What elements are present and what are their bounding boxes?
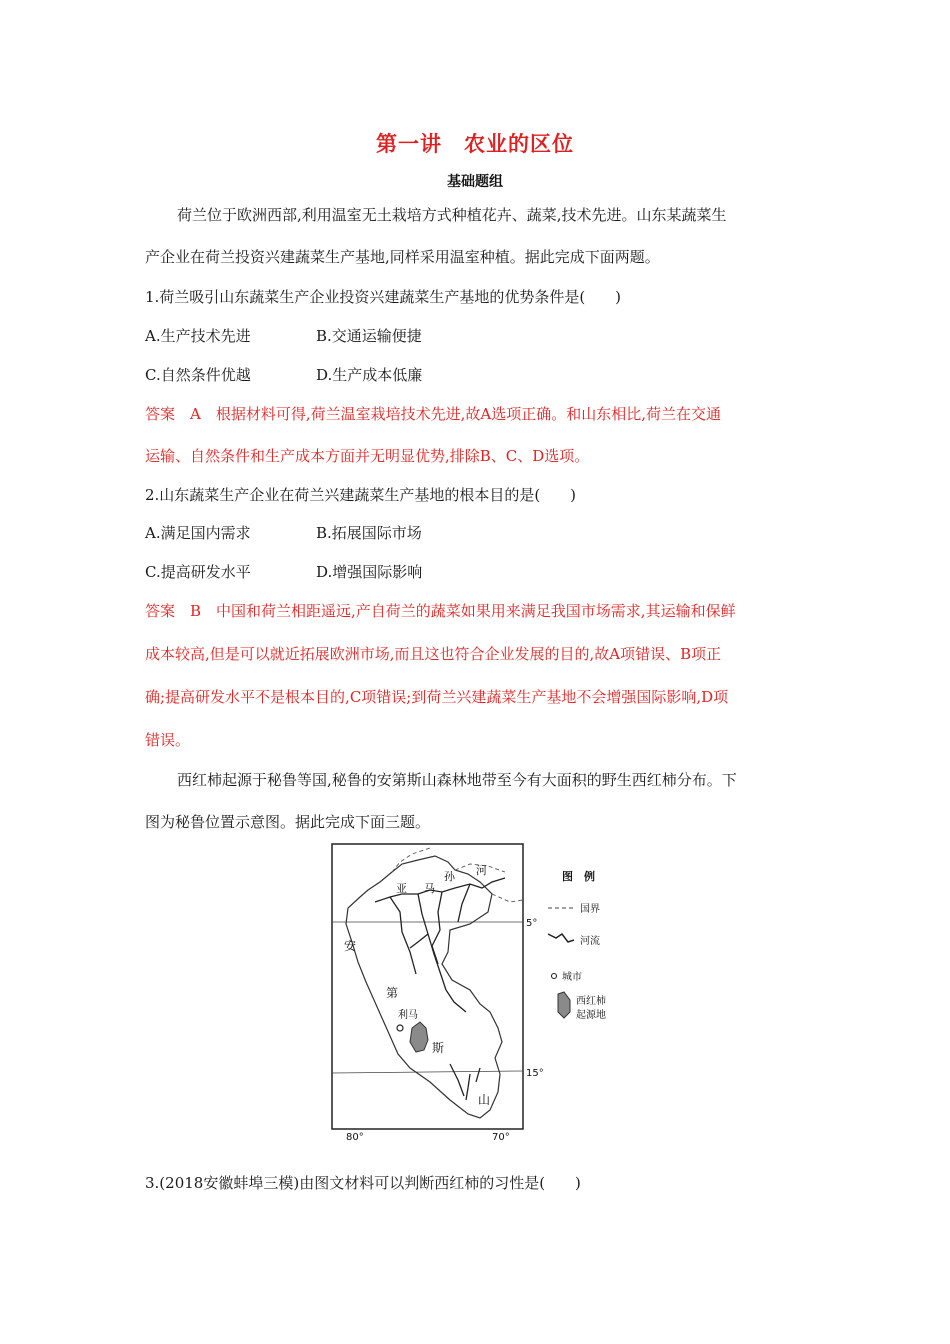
passage2-line-1: 西红柿起源于秘鲁等国,秘鲁的安第斯山森林地带至今有大面积的野生西红柿分布。下	[177, 771, 737, 789]
question-3-stem: 3.(2018安徽蚌埠三模)由图文材料可以判断西红柿的习性是( )	[145, 1174, 581, 1192]
legend-city-label: 城市	[562, 972, 582, 983]
legend-river-symbol	[548, 934, 574, 942]
question-2-option-b: B.拓展国际市场	[316, 524, 422, 542]
mountain-label-char-3: 斯	[432, 1041, 445, 1055]
passage1-line-2: 产企业在荷兰投资兴建蔬菜生产基地,同样采用温室种植。据此完成下面两题。	[145, 248, 660, 266]
question-1-option-d: D.生产成本低廉	[316, 366, 423, 384]
page-title: 第一讲 农业的区位	[376, 132, 574, 156]
legend-border-label: 国界	[580, 904, 600, 915]
question-1-option-b: B.交通运输便捷	[316, 327, 422, 345]
passage2-line-2: 图为秘鲁位置示意图。据此完成下面三题。	[145, 813, 431, 831]
latitude-5-label: 5°	[526, 918, 538, 929]
river-south-2	[466, 1074, 470, 1100]
question-2-option-a: A.满足国内需求	[145, 524, 251, 542]
mountain-label-char-2: 第	[386, 986, 399, 1000]
river-label-char-3: 孙	[444, 870, 455, 883]
question-1-option-c: C.自然条件优越	[145, 366, 251, 384]
river-branch-5	[410, 934, 428, 948]
longitude-70-label: 70°	[492, 1132, 510, 1142]
river-branch-6	[446, 990, 466, 1012]
question-2-option-d: D.增强国际影响	[316, 563, 423, 581]
mountain-label-char-4: 山	[478, 1093, 491, 1107]
river-label-char-4: 河	[476, 864, 487, 877]
latitude-15-line	[332, 1071, 523, 1073]
city-lima-marker	[397, 1025, 403, 1031]
legend-river-label: 河流	[580, 936, 600, 947]
question-1-answer-line-2: 运输、自然条件和生产成本方面并无明显优势,排除B、C、D选项。	[145, 447, 590, 465]
question-2-answer-line-2: 成本较高,但是可以就近拓展欧洲市场,而且这也符合企业发展的目的,故A项错误、B项正	[145, 645, 722, 663]
legend-title: 图 例	[562, 870, 595, 883]
peru-location-map	[330, 842, 630, 1142]
river-south-1	[450, 1064, 464, 1096]
legend-origin-symbol	[558, 992, 570, 1018]
latitude-15-label: 15°	[526, 1068, 544, 1079]
river-amazon	[375, 878, 505, 902]
longitude-80-label: 80°	[346, 1132, 364, 1142]
tomato-origin-area	[410, 1022, 428, 1052]
question-2-option-c: C.提高研发水平	[145, 563, 251, 581]
question-2-answer-line-4: 错误。	[145, 731, 191, 749]
river-branch-1	[390, 897, 416, 974]
question-1-stem: 1.荷兰吸引山东蔬菜生产企业投资兴建蔬菜生产基地的优势条件是( )	[145, 288, 622, 306]
question-2-answer-line-1: 答案 B 中国和荷兰相距遥远,产自荷兰的蔬菜如果用来满足我国市场需求,其运输和保鲜	[145, 602, 736, 620]
river-branch-4	[458, 884, 470, 922]
river-label-char-1: 亚	[396, 882, 407, 895]
river-label-char-2: 马	[424, 882, 435, 895]
question-2-answer-line-3: 确;提高研发水平不是根本目的,C项错误;到荷兰兴建蔬菜生产基地不会增强国际影响,D项	[145, 688, 729, 706]
question-2-stem: 2.山东蔬菜生产企业在荷兰兴建蔬菜生产基地的根本目的是( )	[145, 486, 577, 504]
section-heading: 基础题组	[447, 174, 503, 190]
legend-origin-label-2: 起源地	[576, 1010, 606, 1021]
river-branch-2	[418, 894, 446, 990]
legend-origin-label-1: 西红柿	[576, 996, 606, 1007]
peru-outline	[346, 856, 502, 1118]
mountain-label-char-1: 安	[344, 939, 357, 953]
passage1-line-1: 荷兰位于欧洲西部,利用温室无土栽培方式种植花卉、蔬菜,技术先进。山东某蔬菜生	[177, 206, 727, 224]
question-1-answer-line-1: 答案 A 根据材料可得,荷兰温室栽培技术先进,故A选项正确。和山东相比,荷兰在交通	[145, 405, 721, 423]
question-1-option-a: A.生产技术先进	[145, 327, 251, 345]
river-south-3	[476, 1068, 480, 1082]
city-lima-label: 利马	[398, 1010, 418, 1021]
legend-city-symbol	[552, 974, 557, 979]
